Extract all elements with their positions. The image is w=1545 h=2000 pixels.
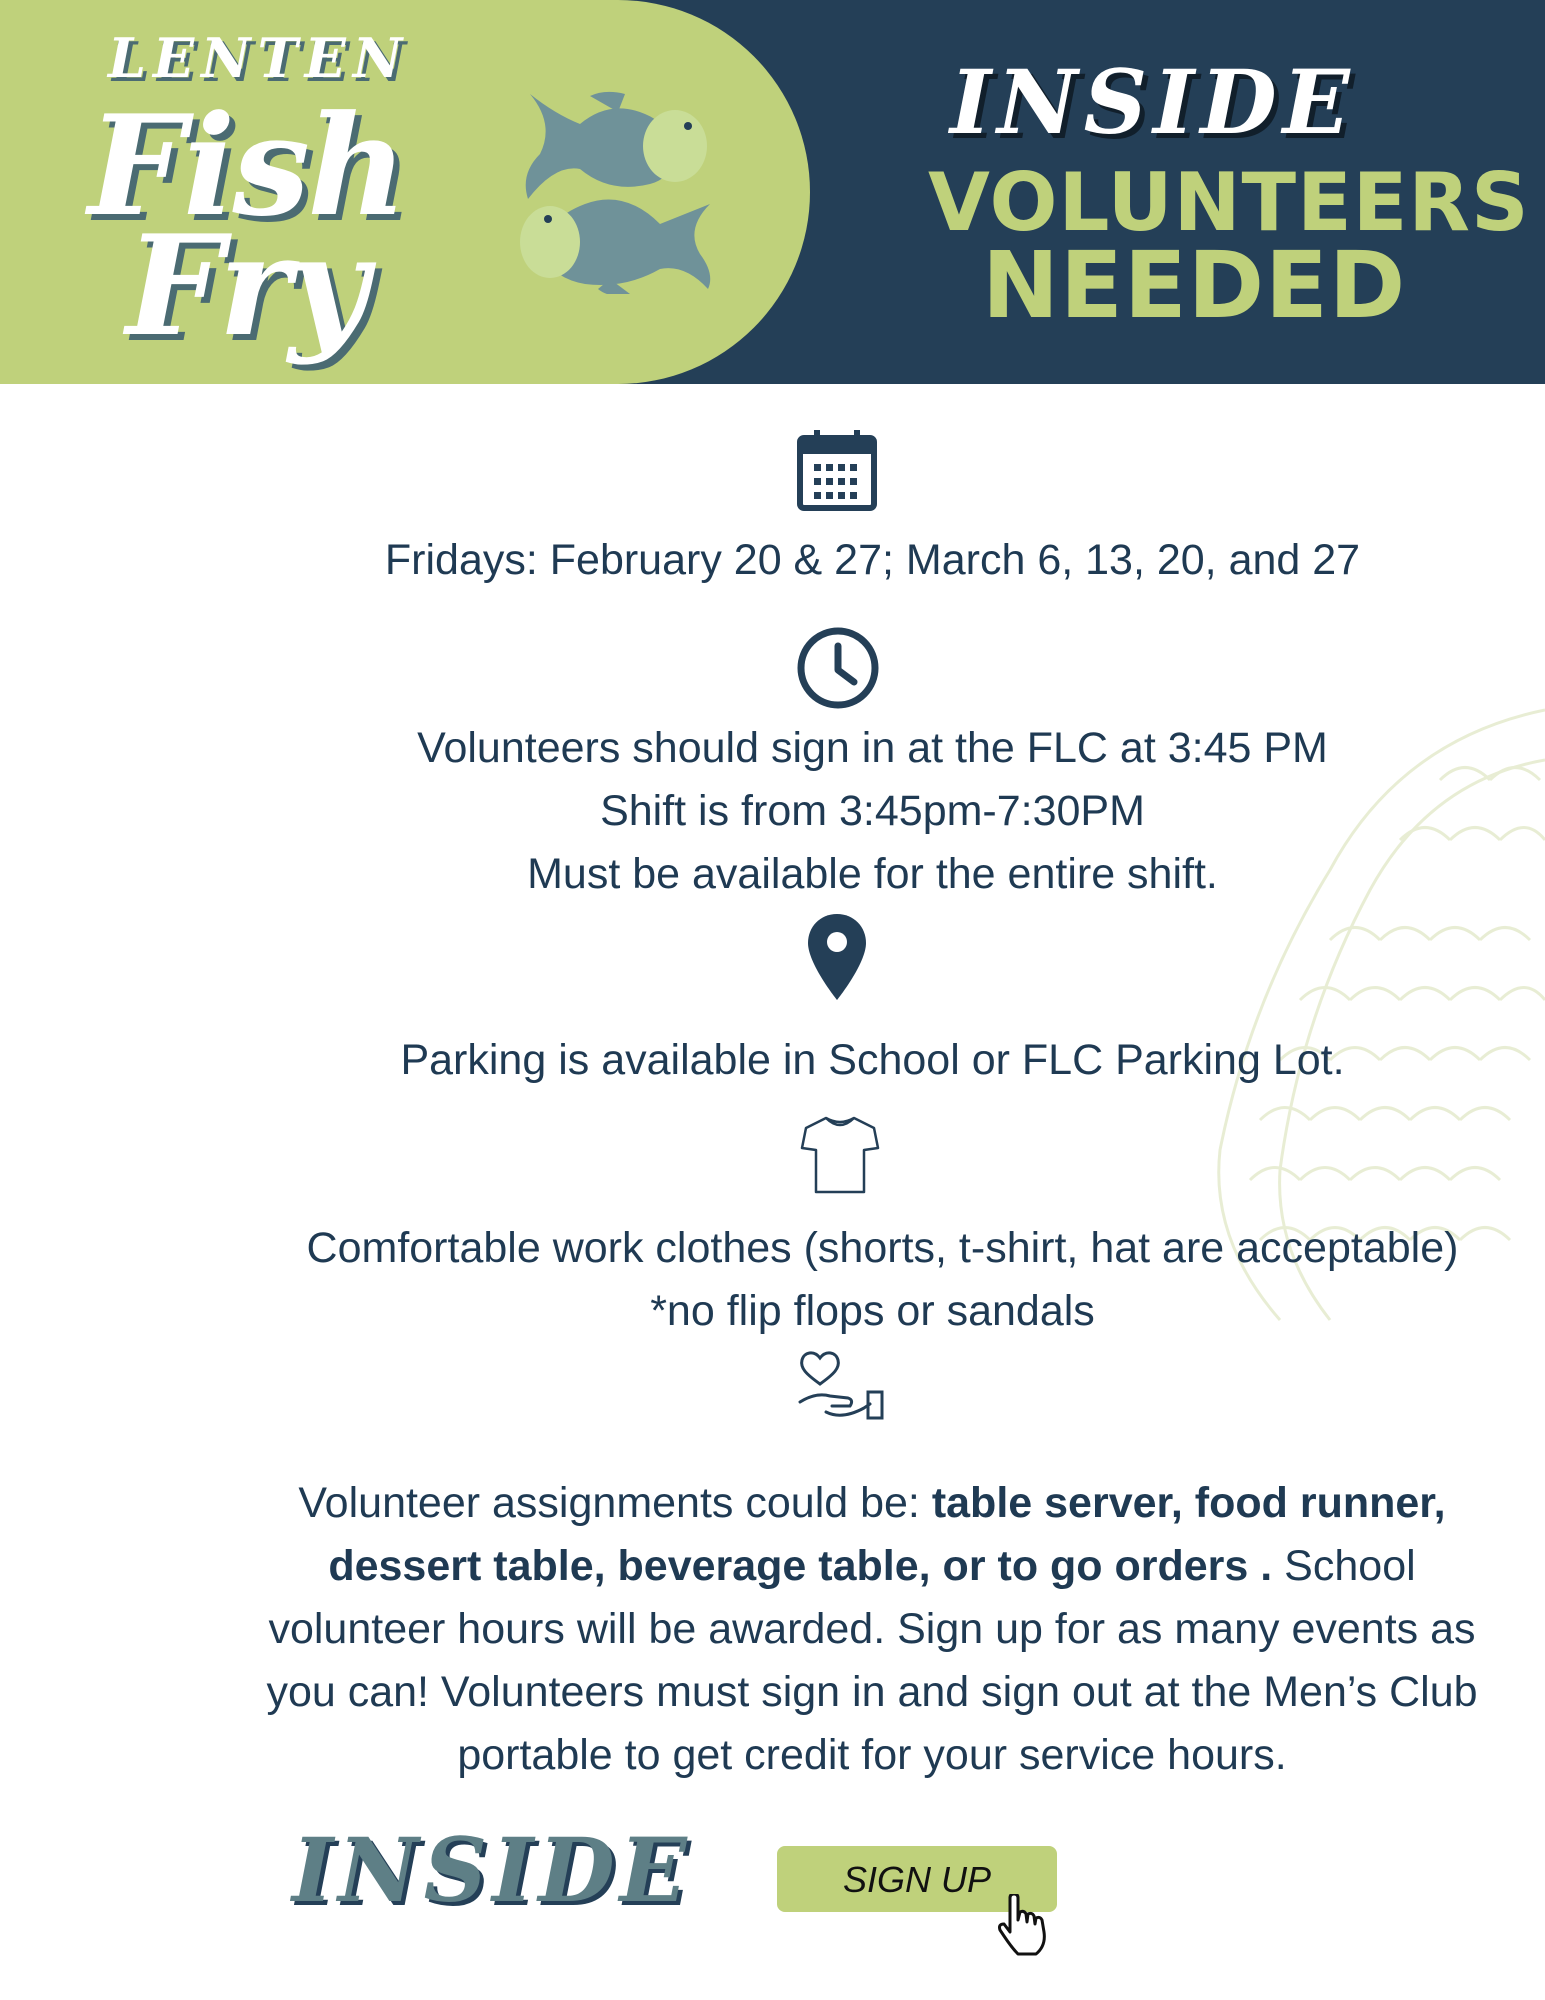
clothes-text: Comfortable work clothes (shorts, t-shirt, hat are acceptable): [306, 1224, 1459, 1272]
shift-time-text: Shift is from 3:45pm-7:30PM: [600, 787, 1145, 835]
assignments-paragraph: [262, 1472, 1482, 1787]
inside-header-text: INSIDE: [950, 50, 1356, 154]
needed-text: NEEDED: [982, 232, 1407, 339]
availability-text: Must be available for the entire shift.: [527, 850, 1218, 898]
sign-up-button[interactable]: SIGN UP: [777, 1846, 1057, 1912]
fish-title: Fish: [88, 84, 405, 247]
assignments-details: School volunteer hours will be awarded. Sign up for as many events as you can! Volunteers must sign in and sign out at the Men’s Club portable to get credit for your service hours.: [266, 1542, 1478, 1779]
dates-text: Fridays: February 20 & 27; March 6, 13, 20, and 27: [384, 536, 1361, 584]
fry-title: Fry: [126, 204, 366, 367]
inside-footer-text: INSIDE: [292, 1818, 692, 1922]
heart-hand-icon: [796, 1350, 888, 1426]
t-shirt-icon: [800, 1114, 880, 1196]
fish-icon: [510, 84, 730, 294]
volunteers-text: VOLUNTEERS: [928, 156, 1530, 249]
location-pin-icon: [806, 912, 868, 1002]
assignments-intro: Volunteer assignments could be:: [298, 1479, 932, 1527]
footwear-text: *no flip flops or sandals: [650, 1287, 1095, 1335]
parking-text: Parking is available in School or FLC Parking Lot.: [400, 1036, 1345, 1084]
calendar-icon: [796, 428, 878, 512]
lenten-text: LENTEN: [108, 26, 410, 90]
header-banner: [0, 0, 1545, 384]
assignments-roles: table server, food runner, dessert table, beverage table, or to go orders .: [328, 1479, 1446, 1590]
clock-icon: [796, 626, 880, 710]
signin-time-text: Volunteers should sign in at the FLC at 3:45 PM: [417, 724, 1328, 772]
pointer-hand-icon: [996, 1894, 1056, 1958]
